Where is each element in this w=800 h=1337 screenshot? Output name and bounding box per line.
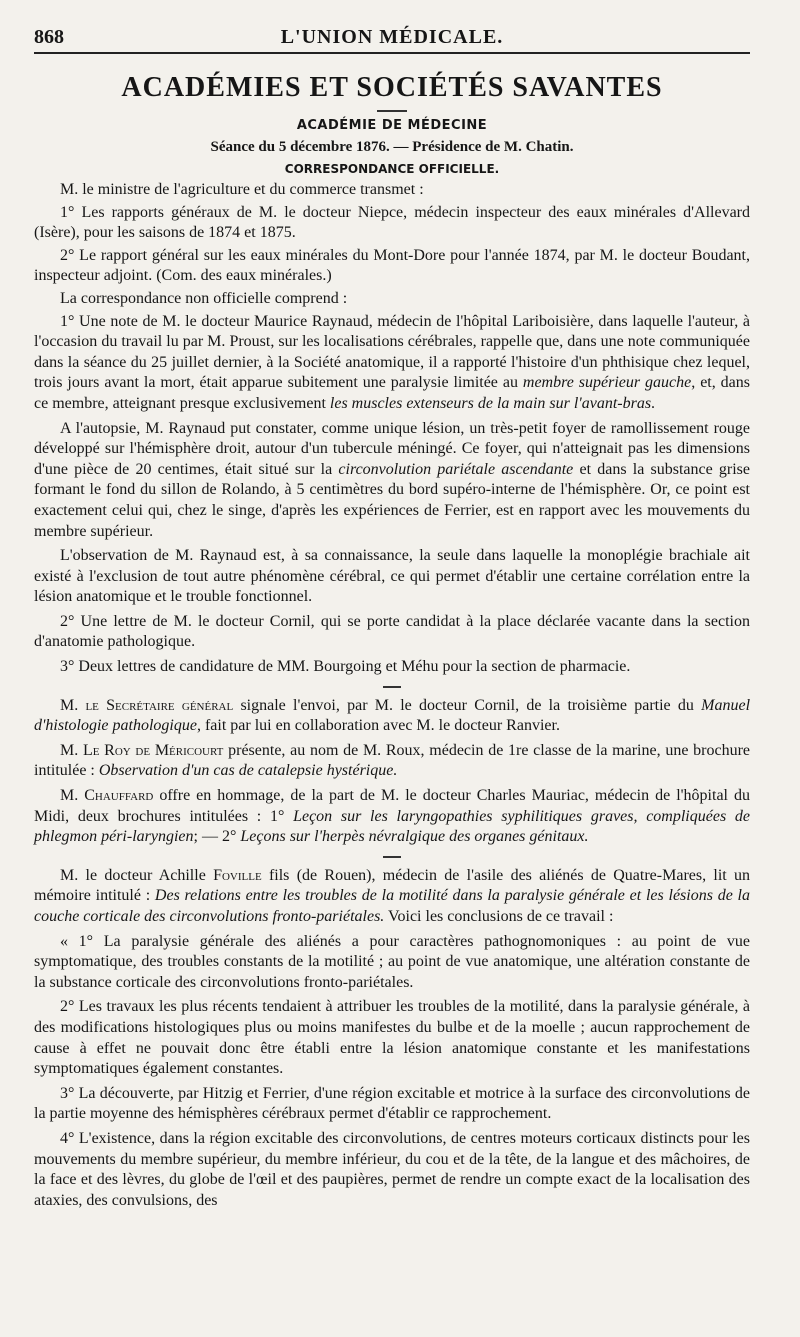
running-head (34, 22, 750, 54)
paragraph-raynaud-note (34, 312, 750, 415)
divider (383, 686, 401, 688)
italic-run: Manuel d'histologie pathologique (34, 696, 751, 735)
paragraph-chauffard (34, 786, 750, 848)
section-rule (377, 110, 407, 112)
paragraph-foville (34, 866, 750, 928)
text-run: 1° Une note de M. le docteur Maurice Raynaud, médecin de l'hôpital Lariboisière, dans laquelle l'auteur, à l'occasion du travail lu par M. Proust, sur les localisations cérébrales, rappelle que, dans une note communiquée dans la séance du 25 juillet dernier, à la Société anatomique, il a rapporté l'histoire d'un phthisique chez lequel, trois jours avant la mort, était apparue subitement une paralysie limitée au (34, 312, 750, 392)
paragraph-observation: L'observation de M. Raynaud est, à sa connaissance, la seule dans laquelle la monoplégie brachiale ait existé à l'exclusion de tout autre phénomène cérébral, ce qui permet d'établir une certaine corrélation entre la lésion anatomique et le trouble fonctionnel. (34, 547, 750, 606)
text-run: . (651, 394, 656, 412)
speaker-name: M. le Secrétaire général (60, 696, 234, 714)
paragraph-candidatures: 3° Deux lettres de candidature de MM. Bourgoing et Méhu pour la section de pharmacie. (60, 658, 631, 676)
italic-run: les muscles extenseurs de la main sur l'avant-bras (329, 394, 652, 412)
italic-run: Observation d'un cas de catalepsie hystérique. (98, 762, 398, 780)
text-run: M. le docteur Achille (60, 866, 214, 884)
text-run: offre en hommage, de la part de M. le docteur Charles Mauriac, médecin de l'hôpital du Midi, deux brochures intitulées : 1° (34, 787, 750, 825)
paragraph-item-1: 1° Les rapports généraux de M. le docteur Niepce, médecin inspecteur des eaux minérales d'Allevard (Isère), pour les saisons de 1874 et 1875. (34, 203, 750, 242)
conclusion-2: 2° Les travaux les plus récents tendaient à attribuer les troubles de la motilité, dans la paralysie générale, à des modifications histologiques plus ou moins manifestes du bulbe et de la moelle ; aucun rapprochement de cause à effet ne pouvait donc être établi entre la lésion anatomique constante et les manifestations symptomatiques également constantes. (34, 998, 750, 1078)
text-run: , et, dans ce membre, atteignant presque exclusivement (34, 374, 751, 412)
speaker-name: Foville (213, 866, 262, 884)
paragraph-autopsy (34, 419, 750, 543)
italic-run: Leçon sur les laryngopathies syphilitiques graves, compliquées de phlegmon péri-laryngien (34, 807, 750, 846)
conclusion-3: 3° La découverte, par Hitzig et Ferrier, d'une région excitable et motrice à la surface des circonvolutions de la partie moyenne des hémisphères cérébraux permet d'établir ce rapprochement. (34, 1084, 750, 1123)
subsection-title: ACADÉMIE DE MÉDECINE (296, 118, 488, 133)
text-run: A l'autopsie, M. Raynaud put constater, comme unique lésion, un très-petit foyer de ramollissement rouge développé sur l'hémisphère droit, autour d'un tubercule méningé. Ce foyer, qui n'atteignait pas les dimensions d'une pièce de 20 centimes, était situé sur la (34, 419, 750, 478)
paragraph-secretary (34, 696, 750, 737)
text-run: fils (de Rouen), médecin de l'asile des aliénés de Quatre-Mares, lit un mémoire intitulé : (34, 866, 750, 905)
paragraph-item-2: 2° Le rapport général sur les eaux minérales du Mont-Dore pour l'année 1874, par M. le docteur Boudant, inspecteur adjoint. (Com. des eaux minérales.) (34, 246, 750, 285)
correspondence-heading: CORRESPONDANCE OFFICIELLE. (284, 162, 500, 176)
divider (383, 856, 401, 858)
section-title: ACADÉMIES ET SOCIÉTÉS SAVANTES (121, 72, 663, 103)
conclusion-4: 4° L'existence, dans la région excitable des circonvolutions, de centres moteurs corticaux distincts pour les mouvements du membre supérieur, du membre inférieur, du cou et de la tête, de la langue et des mâchoires, de la face et des lèvres, du globe de l'œil et des paupières, permet de rendre un compte exact de la localisation des ataxies, des convulsions, des (34, 1129, 750, 1209)
session-line: Séance du 5 décembre 1876. — Présidence de M. Chatin. (210, 139, 574, 155)
paragraph-cornil-letter: 2° Une lettre de M. le docteur Cornil, qui se porte candidat à la place déclarée vacante dans la section d'anatomie pathologique. (34, 612, 750, 651)
text-run: présente, au nom de M. Roux, médecin de 1re classe de la marine, une brochure intitulée : (34, 741, 750, 780)
conclusion-1: « 1° La paralysie générale des aliénés a pour caractères pathognomoniques : au point de vue symptomatique, des troubles constants de la motilité ; au point de vue anatomique, une altération constante de la substance corticale des circonvolutions fronto-pariétales. (34, 932, 750, 991)
italic-run: Des relations entre les troubles de la motilité dans la paralysie générale et les lésions de la couche corticale des circonvolutions fronto-pariétales. (34, 887, 750, 925)
italic-run: circonvolution pariétale ascendante (338, 460, 574, 478)
text-run: ; — 2° (193, 828, 241, 846)
text-run: signale l'envoi, par M. le docteur Cornil, de la troisième partie du (233, 696, 702, 714)
speaker-name: M. Le Roy de Méricourt (60, 741, 224, 759)
text-run: et dans la substance grise formant le fond du sillon de Rolando, à 5 centimètres du bord supéro-interne de l'hémisphère. Or, ce point est exactement celui qui, chez le singe, d'après les expériences de Ferrier, est en rapport avec les mouvements du membre supérieur. (34, 460, 751, 540)
paragraph-nonofficial: La correspondance non officielle comprend : (60, 289, 348, 307)
paragraph-le-roy (34, 741, 750, 782)
journal-title: L'UNION MÉDICALE. (280, 26, 504, 48)
paragraph-minister: M. le ministre de l'agriculture et du commerce transmet : (60, 181, 424, 198)
text-run: , fait par lui en collaboration avec M. le docteur Ranvier. (196, 717, 560, 735)
italic-run: Leçons sur l'herpès névralgique des organes génitaux. (240, 828, 589, 846)
text-run: Voici les conclusions de ce travail : (384, 908, 614, 925)
italic-run: membre supérieur gauche (522, 374, 692, 392)
page-number: 868 (34, 26, 64, 48)
speaker-name: M. Chauffard (60, 787, 154, 805)
